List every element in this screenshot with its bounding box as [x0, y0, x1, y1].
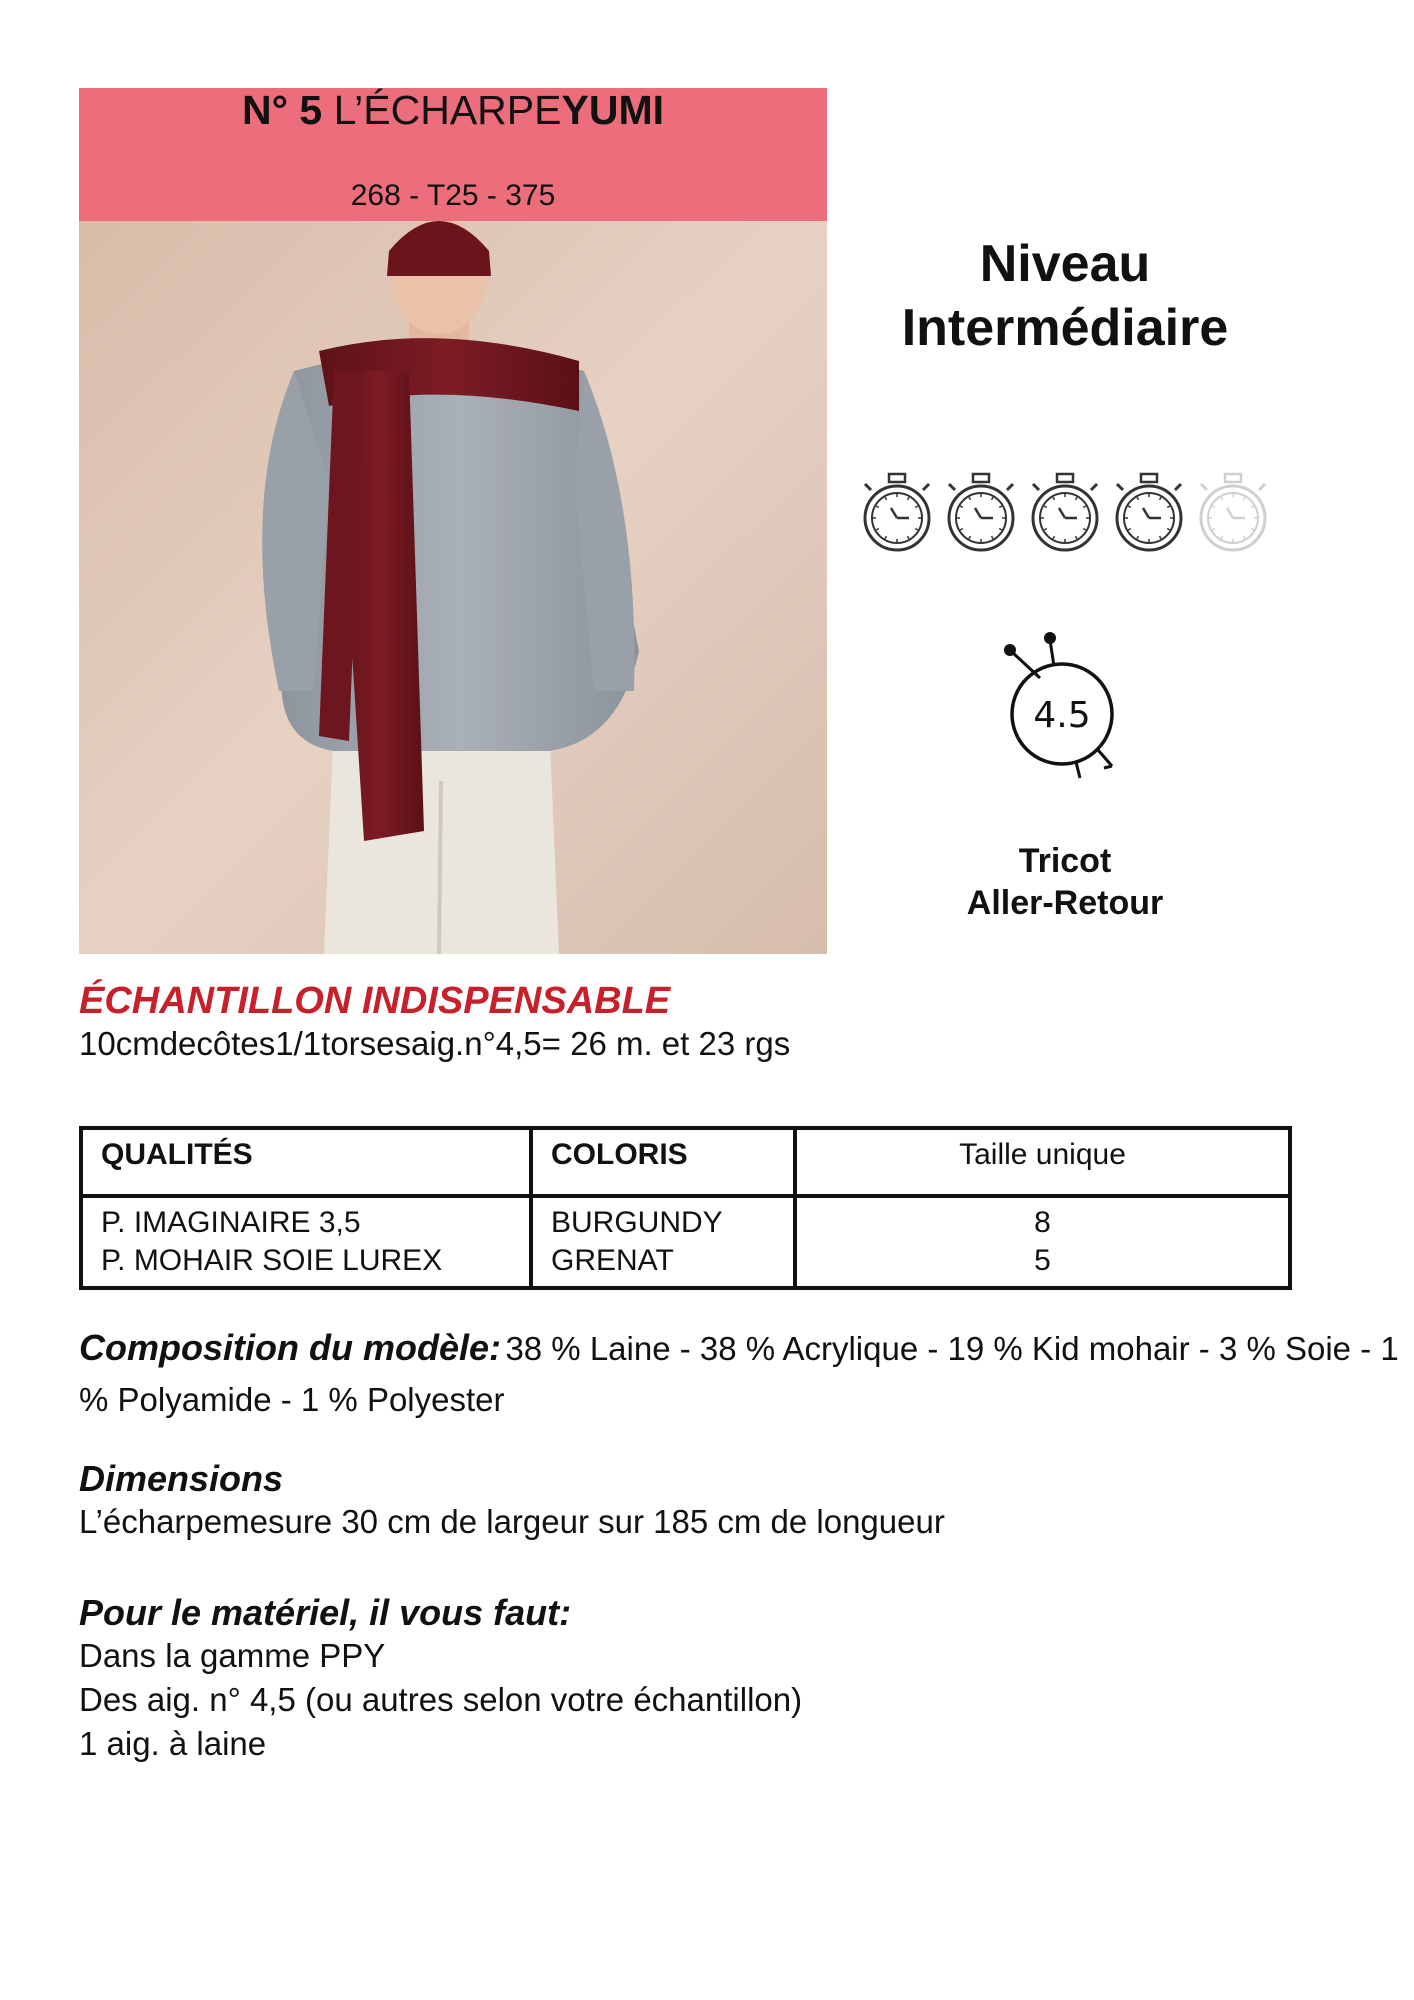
composition-text: 38 % Laine - 38 % Acrylique - 19 % Kid mohair - 3 % Soie - 1 % Polyamide - 1 % Polyester — [79, 1330, 1399, 1418]
table-header-row — [81, 1128, 1290, 1196]
stopwatch-icon-empty — [1201, 474, 1265, 550]
table-header-size: Taille unique — [795, 1128, 1290, 1196]
technique-line-1: Tricot — [1018, 842, 1112, 880]
list-item: Des aig. n° 4,5 (ou autres selon votre échantillon) — [79, 1681, 803, 1718]
list-item: Dans la gamme PPY — [79, 1637, 386, 1674]
pattern-reference: 268 - T25 - 375 — [350, 179, 556, 212]
table-row — [81, 1196, 1290, 1288]
level-value: Intermédiaire — [901, 299, 1229, 357]
sample-title: ÉCHANTILLON INDISPENSABLE — [79, 980, 671, 1022]
pattern-title-bold: YUMI — [561, 87, 664, 133]
difficulty-level — [850, 232, 1280, 360]
stopwatch-rating-icons — [855, 468, 1275, 558]
technique — [900, 840, 1230, 924]
composition-label: Composition du modèle: — [79, 1327, 501, 1368]
list-item: 1 aig. à laine — [79, 1725, 267, 1762]
stopwatch-icon-filled — [865, 474, 929, 550]
table-cell-color: BURGUNDY GRENAT — [531, 1196, 795, 1288]
pattern-number: N° 5 — [242, 87, 323, 133]
composition — [79, 1326, 1399, 1429]
materials-label: Pour le matériel, il vous faut: — [79, 1592, 572, 1633]
table-header-color: COLORIS — [531, 1128, 795, 1196]
pattern-title-light: L’ÉCHARPE — [333, 87, 562, 133]
model-photo — [79, 221, 827, 954]
table-cell-quality: P. IMAGINAIRE 3,5 P. MOHAIR SOIE LUREX — [81, 1196, 531, 1288]
knitting-needle-icon — [1000, 626, 1130, 786]
dimensions-label: Dimensions — [79, 1458, 284, 1499]
materials — [79, 1592, 1379, 1766]
level-label: Niveau — [979, 235, 1151, 293]
model-illustration — [79, 221, 827, 954]
stopwatch-icon-filled — [949, 474, 1013, 550]
dimensions — [79, 1458, 1379, 1544]
stopwatch-icon-filled — [1033, 474, 1097, 550]
stopwatch-icon-filled — [1117, 474, 1181, 550]
table-cell-quantity: 8 5 — [795, 1196, 1290, 1288]
table-header-quality: QUALITÉS — [81, 1128, 531, 1196]
pattern-title — [79, 86, 827, 134]
dimensions-text: L’écharpemesure 30 cm de largeur sur 185 cm de longueur — [79, 1503, 945, 1540]
sample-text: 10cmdecôtes1/1torsesaig.n°4,5= 26 m. et 23 rgs — [79, 1025, 791, 1062]
needle-size-text: 4.5 — [1033, 695, 1091, 736]
needle-size-badge — [1000, 626, 1130, 786]
difficulty-rating — [855, 468, 1275, 558]
yarn-table — [79, 1126, 1292, 1290]
materials-list — [79, 1634, 1379, 1766]
technique-line-2: Aller-Retour — [966, 884, 1164, 922]
